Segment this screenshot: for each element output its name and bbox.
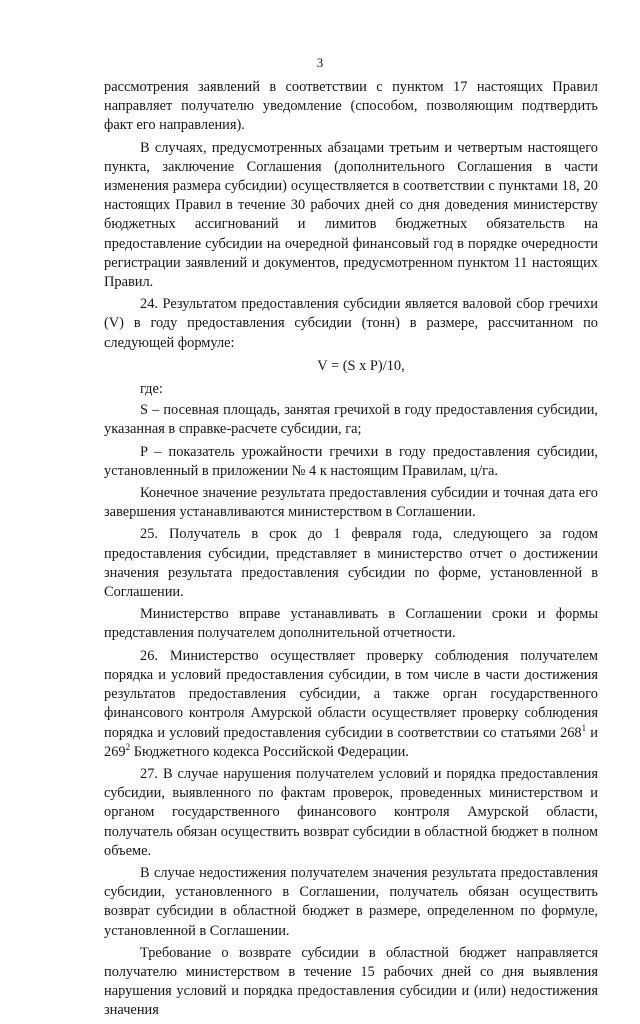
item-26-text-c: Бюджетного кодекса Российской Федерации. (130, 743, 409, 760)
paragraph-item-27: 27. В случае нарушения получателем условий и порядка предоставления субсидии, выявленного по фактам проверок, проведенных министерством и органом государственного финансового контроля Амурской области, получатель обязан осуществить возврат субсидии в областной бюджет в полном объеме. (104, 765, 598, 859)
paragraph-item-24: 24. Результатом предоставления субсидии является валовой сбор гречихи (V) в году предоставления субсидии (тонн) в размере, рассчитанном по следующей формуле: (104, 296, 598, 351)
superscript-1: 1 (581, 722, 587, 733)
superscript-2: 2 (125, 741, 131, 752)
paragraph-item-26 (104, 647, 598, 762)
paragraph-item-25: 25. Получатель в срок до 1 февраля года, следующего за годом предоставления субсидии, представляет в министерство отчет о достижении значения результата предоставления субсидии по форме, установленной в Соглашении. (104, 526, 598, 601)
formula-where: где: (140, 381, 163, 398)
paragraph-final-value: Конечное значение результата предоставления субсидии и точная дата его завершения устанавливаются министерством в Соглашении. (104, 485, 598, 521)
page-number: 3 (316, 55, 324, 70)
paragraph-continuation: рассмотрения заявлений в соответствии с пунктом 17 настоящих Правил направляет получателю уведомление (способом, позволяющим подтвердить факт его направления). (104, 79, 598, 134)
paragraph-non-achievement: В случае недостижения получателем значения результата предоставления субсидии, установленного в Соглашении, получатель обязан осуществить возврат субсидии в областной бюджет в размере, определенном по формуле, установленной в Соглашении. (104, 864, 598, 939)
formula-var-p: P – показатель урожайности гречихи в году предоставления субсидии, установленный в приложении № 4 к настоящим Правилам, ц/га. (104, 443, 598, 479)
formula: V = (S x P)/10, (317, 357, 405, 374)
paragraph-agreement-conclusion: В случаях, предусмотренных абзацами третьим и четвертым настоящего пункта, заключение Соглашения (дополнительного Соглашения в части изменения размера субсидии) осуществляется в соответствии с пунктами 18, 20 настоящих Правил в течение 30 рабочих дней со дня доведения министерству бюджетных ассигнований и лимитов бюджетных обязательств на предоставление субсидии на очередной финансовый год в порядке очередности регистрации заявлений и документов, предусмотренном пунктом 11 настоящих Правил. (104, 139, 598, 291)
formula-var-s: S – посевная площадь, занятая гречихой в году предоставления субсидии, указанная в справке-расчете субсидии, га; (104, 402, 598, 438)
document-body (104, 78, 598, 1024)
item-26-text-a: 26. Министерство осуществляет проверку соблюдения получателем порядка и условий предоставления субсидии, в том числе в части достижения результатов предоставления субсидии, а также орган государственного финансового контроля Амурской области осуществляет проверку соблюдения порядка и условий предоставления субсидии в соответствии со статьями 268 (104, 647, 598, 741)
paragraph-return-requirement: Требование о возврате субсидии в областной бюджет направляется получателю министерством в течение 15 рабочих дней со дня выявления нарушения условий и порядка предоставления субсидии и (или) недостижения значения (104, 944, 598, 1019)
item-26-text-b: и 269 (104, 724, 598, 760)
paragraph-additional-reporting: Министерство вправе устанавливать в Соглашении сроки и формы представления получателем дополнительной отчетности. (104, 606, 598, 642)
